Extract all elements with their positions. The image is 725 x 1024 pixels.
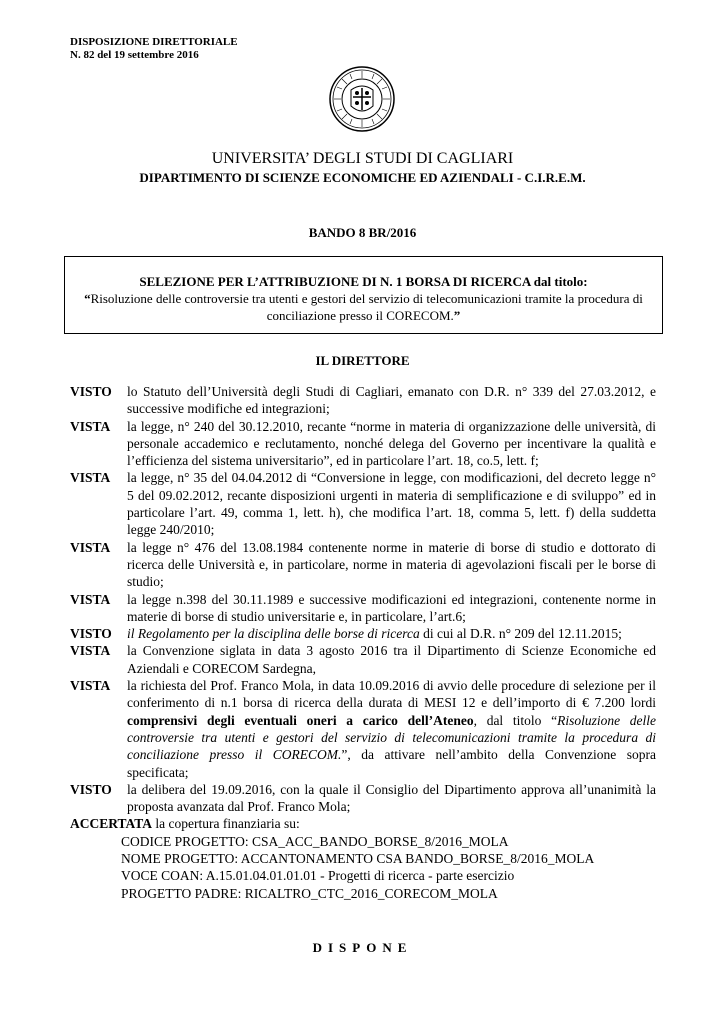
recital-regolamento: VISTO il Regolamento per la disciplina delle borse di ricerca di cui al D.R. n° 209 del 12.11.2015; (70, 626, 622, 642)
header-number-date: N. 82 del 19 settembre 2016 (70, 49, 199, 61)
document-header (70, 36, 238, 62)
recital-item: VISTA la legge, n° 35 del 04.04.2012 di “Conversione in legge, con modificazioni, del decreto legge n° 5 del 09.02.2012, recante disposizioni urgenti in materia di semplificazione e di sviluppo” ed in particolare l’art. 49, comma 1, lett. h), che modifica l’art. 18, comma 5, lett. f) della suddetta legge 240/2010; (70, 470, 656, 538)
recital-item: VISTA la legge n° 476 del 13.08.1984 contenente norme in materie di borse di studio e dottorato di ricerca delle Università e, in particolare, norme in materia di agevolazioni fiscali per le borse di studio; (70, 539, 656, 590)
funding-line: NOME PROGETTO: ACCANTONAMENTO CSA BANDO_BORSE_8/2016_MOLA (121, 851, 595, 867)
recital-delibera: VISTO la delibera del 19.09.2016, con la quale il Consiglio del Dipartimento approva all’unanimità la proposta avanzata dal Prof. Franco Mola; (70, 781, 656, 815)
recital-item: VISTA la legge n.398 del 30.11.1989 e successive modificazioni ed integrazioni, contenente norme in materie di borse di studio universitarie e, in particolare, l’art.6; (70, 591, 656, 624)
department-name: DIPARTIMENTO DI SCIENZE ECONOMICHE ED AZIENDALI - C.I.R.E.M. (139, 170, 586, 185)
funding-line: VOCE COAN: A.15.01.04.01.01.01 - Progetti di ricerca - parte esercizio (121, 868, 515, 884)
document-body (70, 383, 656, 902)
selection-title: SELEZIONE PER L’ATTRIBUZIONE DI N. 1 BORSA DI RICERCA dal titolo: (139, 274, 588, 289)
university-name: UNIVERSITA’ DEGLI STUDI DI CAGLIARI (211, 150, 514, 167)
recital-richiesta: VISTA la richiesta del Prof. Franco Mola, in data 10.09.2016 di avvio delle procedure di selezione per il conferimento di n.1 borsa di ricerca della durata di MESI 12 e dell’importo di € 7.200 lordi comprensivi degli eventuali oneri a carico dell’Ateneo, dal titolo “Risoluzione delle controversie tra utenti e gestori del servizio di telecomunicazioni tramite la procedura di conciliazione presso il CORECOM.”, da attivare nell’ambito della Convenzione sopra specificata; (70, 678, 657, 780)
recital-item: VISTO lo Statuto dell’Università degli Studi di Cagliari, emanato con D.R. n° 339 del 27.03.2012, e successive modifiche ed integrazioni; (70, 384, 656, 417)
il-direttore-heading: IL DIRETTORE (315, 353, 410, 368)
university-seal-logo (329, 66, 395, 132)
funding-line: PROGETTO PADRE: RICALTRO_CTC_2016_CORECOM_MOLA (121, 885, 498, 901)
recital-item: VISTA la legge, n° 240 del 30.12.2010, recante “norme in materia di organizzazione delle università, di personale accademico e reclutamento, nonché delega del Governo per incentivare la qualità e l’efficienza del sistema universitario”, ed in particolare l’art. 18, co.5, lett. f; (70, 418, 656, 469)
header-title: DISPOSIZIONE DIRETTORIALE (70, 36, 238, 48)
recital-convenzione: VISTA la Convenzione siglata in data 3 agosto 2016 tra il Dipartimento di Scienze Economiche ed Aziendali e CORECOM Sardegna, (70, 643, 656, 676)
funding-line: CODICE PROGETTO: CSA_ACC_BANDO_BORSE_8/2016_MOLA (121, 833, 509, 849)
selection-subtitle: “Risoluzione delle controversie tra utenti e gestori del servizio di telecomunicazioni tramite la procedura di conciliazione presso il CORECOM.” (84, 291, 643, 323)
dispone-heading: DISPONE (312, 940, 413, 955)
recital-accertata: ACCERTATA la copertura finanziaria su: (70, 816, 300, 832)
selection-box (64, 256, 663, 334)
bando-number: BANDO 8 BR/2016 (308, 225, 417, 240)
